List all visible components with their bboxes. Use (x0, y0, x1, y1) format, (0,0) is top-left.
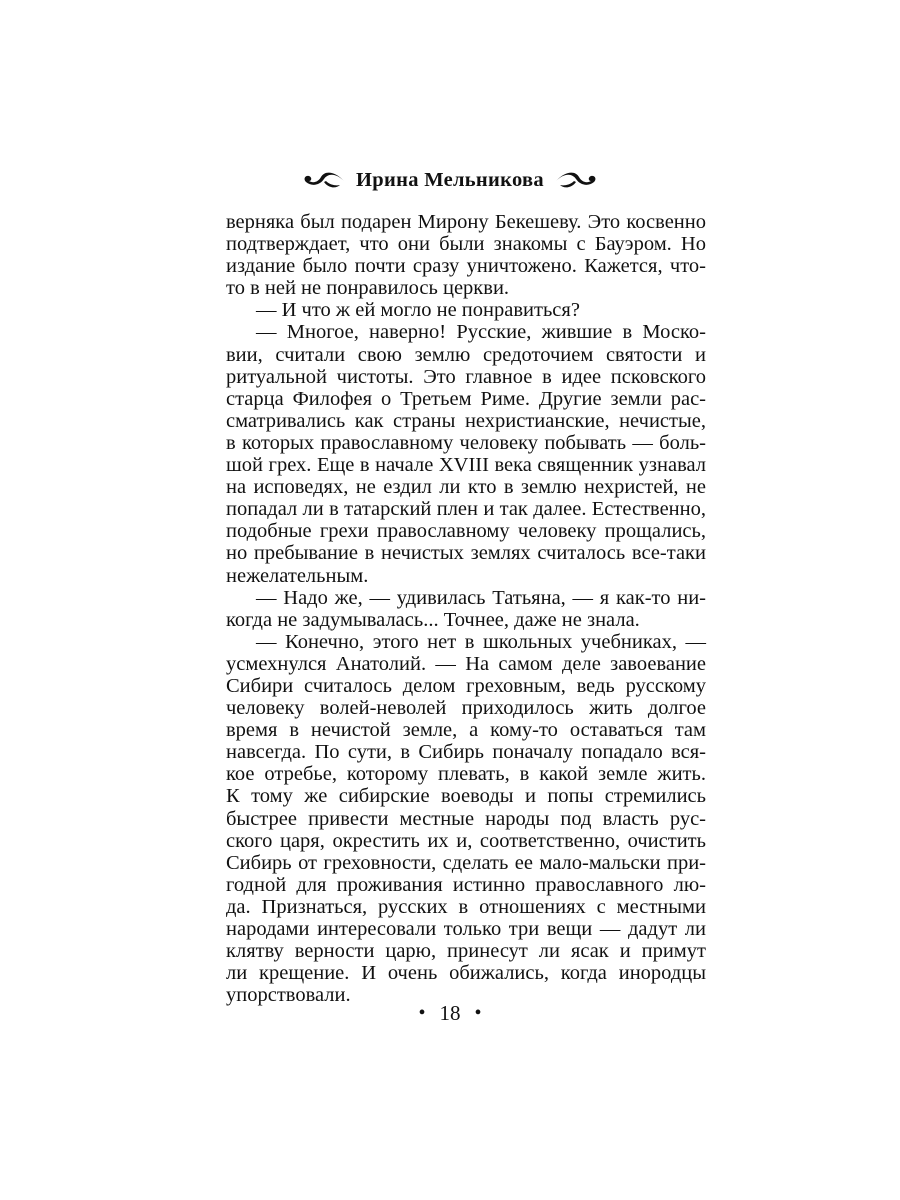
text-line: быстрее привести местные народы под власть рус- (226, 807, 706, 830)
text-line: время в нечистой земле, а кому-то оставаться там (226, 719, 706, 742)
text-line: К тому же сибирские воеводы и попы стремились (226, 785, 706, 808)
text-line: Сибирь от греховности, сделать ее мало-мальски при- (226, 851, 706, 874)
text-line: клятву верности царю, принесут ли ясак и примут (226, 940, 706, 963)
text-line: когда не задумывалась... Точнее, даже не знала. (226, 608, 640, 631)
text-line: кое отребье, которому плевать, в какой земле жить. (226, 763, 706, 786)
text-line: упорствовали. (226, 984, 351, 1007)
text-line: ритуальной чистоты. Это главное в идее псковского (226, 365, 706, 388)
author-name: Ирина Мельникова (356, 168, 544, 191)
fleuron-left-icon (300, 169, 346, 191)
fleuron-right-icon (554, 169, 600, 191)
text-line: ского царя, окрестить их и, соответственно, очистить (226, 829, 706, 852)
text-line: сматривались как страны нехристианские, нечистые, (226, 409, 706, 432)
text-line: подобные грехи православному человеку прощались, (226, 520, 706, 543)
text-line: верняка был подарен Мирону Бекешеву. Это косвенно (226, 211, 706, 233)
text-line: старца Филофея о Третьем Риме. Другие земли рас- (226, 387, 706, 410)
body-text (226, 211, 706, 1006)
text-line: на исповедях, не ездил ли кто в землю нехристей, не (226, 476, 706, 499)
text-line: — Надо же, — удивилась Татьяна, — я как-то ни- (256, 586, 706, 609)
text-line: Сибири считалось делом греховным, ведь русскому (226, 674, 706, 697)
text-line: ли крещение. И очень обижались, когда инородцы (226, 962, 706, 985)
text-line: — И что ж ей могло не понравиться? (256, 299, 580, 322)
text-line: попадал ли в татарский плен и так далее. Естественно, (226, 498, 706, 521)
text-line: — Конечно, этого нет в школьных учебниках, — (256, 630, 706, 653)
text-line: человеку волей-неволей приходилось жить долгое (226, 697, 706, 720)
running-head (0, 165, 900, 195)
text-line: но пребывание в нечистых землях считалось все-таки (226, 542, 706, 565)
folio-bullet-right: • (474, 1002, 482, 1024)
text-line: народами интересовали только три вещи — дадут ли (226, 918, 706, 940)
folio-bullet-left: • (418, 1002, 426, 1024)
text-line: в которых православному человеку побывать — боль- (226, 431, 706, 454)
text-line: годной для проживания истинно православного лю- (226, 873, 706, 896)
text-line: подтверждает, что они были знакомы с Бауэром. Но (226, 233, 706, 256)
page-number: 18 (439, 1001, 461, 1025)
text-line: да. Признаться, русских в отношениях с местными (226, 895, 706, 918)
text-line: то в ней не понравилось церкви. (226, 277, 510, 300)
text-line: нежелательным. (226, 564, 369, 587)
text-line: вии, считали свою землю средоточием святости и (226, 343, 706, 366)
page-footer (0, 1001, 900, 1026)
text-line: — Многое, наверно! Русские, жившие в Моско- (256, 321, 706, 344)
text-line: усмехнулся Анатолий. — На самом деле завоевание (226, 652, 706, 675)
text-line: издание было почти сразу уничтожено. Кажется, что- (226, 255, 706, 278)
text-line: навсегда. По сути, в Сибирь поначалу попадало вся- (226, 741, 706, 764)
text-line: шой грех. Еще в начале XVIII века священник узнавал (226, 454, 706, 477)
